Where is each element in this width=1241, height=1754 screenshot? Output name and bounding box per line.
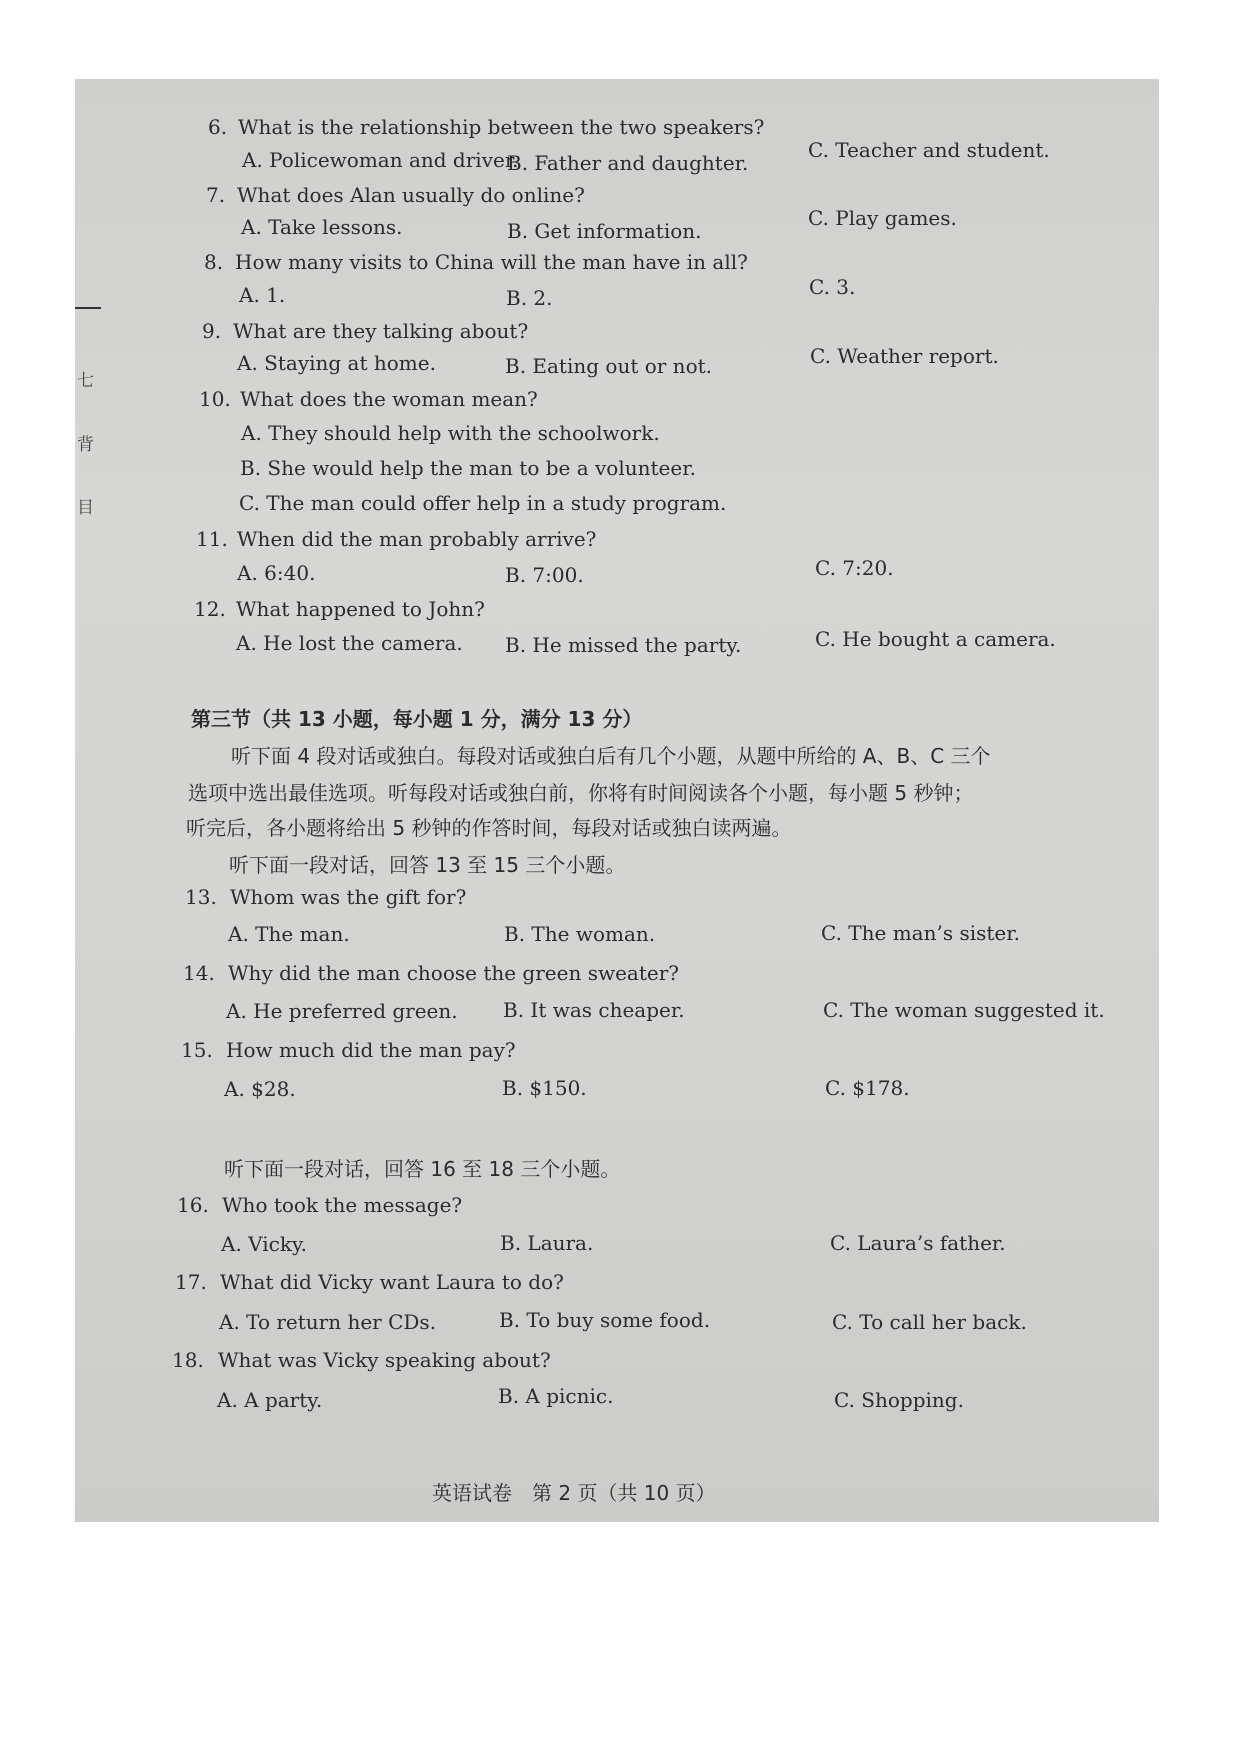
option-b: B. The woman. [504, 922, 656, 946]
option-b: B. $150. [502, 1076, 587, 1100]
question-number: 15. [181, 1038, 213, 1062]
binding-line [75, 307, 101, 309]
option-c: C. Shopping. [834, 1388, 964, 1412]
question-text: What is the relationship between the two speakers? [238, 115, 765, 139]
option-a: A. A party. [217, 1388, 323, 1412]
question-text: What was Vicky speaking about? [218, 1348, 551, 1372]
option-a: A. He lost the camera. [236, 631, 463, 655]
option-a: A. $28. [224, 1077, 296, 1101]
option-b: B. To buy some food. [499, 1308, 711, 1332]
instruction-line: 听完后，各小题将给出 5 秒钟的作答时间，每段对话或独白读两遍。 [186, 816, 792, 840]
section-heading: 第三节（共 13 小题，每小题 1 分，满分 13 分） [191, 707, 643, 731]
margin-mark: 七 [77, 371, 94, 391]
question-number: 13. [185, 885, 217, 909]
question-text: What does the woman mean? [240, 387, 538, 411]
question-text: Who took the message? [222, 1193, 463, 1217]
question-text: Why did the man choose the green sweater? [228, 961, 679, 985]
option-b: B. A picnic. [498, 1384, 614, 1408]
question-text: How many visits to China will the man have in all? [235, 250, 748, 274]
option-c: C. Teacher and student. [808, 138, 1050, 162]
question-number: 14. [183, 961, 215, 985]
question-text: What did Vicky want Laura to do? [220, 1270, 564, 1294]
question-text: How much did the man pay? [226, 1038, 516, 1062]
question-number: 6. [208, 115, 228, 139]
option-b: B. She would help the man to be a volunteer. [240, 456, 696, 480]
question-text: What are they talking about? [233, 319, 529, 343]
option-c: C. Laura’s father. [830, 1231, 1006, 1255]
option-a: A. The man. [228, 922, 350, 946]
option-b: B. Get information. [507, 219, 702, 243]
question-number: 17. [175, 1270, 207, 1294]
question-number: 12. [194, 597, 226, 621]
question-number: 11. [196, 527, 228, 551]
question-text: Whom was the gift for? [230, 885, 467, 909]
option-c: C. $178. [825, 1076, 910, 1100]
question-number: 9. [202, 319, 222, 343]
question-text: What happened to John? [236, 597, 485, 621]
option-a: A. Staying at home. [237, 351, 436, 375]
option-a: A. 1. [239, 283, 286, 307]
exam-page-photo [75, 79, 1159, 1522]
option-c: C. The man’s sister. [821, 921, 1020, 945]
option-c: C. The woman suggested it. [823, 998, 1105, 1022]
option-c: C. 3. [809, 275, 856, 299]
option-c: C. Play games. [808, 206, 957, 230]
instruction-line: 听下面 4 段对话或独白。每段对话或独白后有几个小题，从题中所给的 A、B、C 三个 [231, 744, 991, 768]
option-c: C. To call her back. [832, 1310, 1027, 1334]
option-b: B. It was cheaper. [503, 998, 685, 1022]
question-number: 10. [199, 387, 231, 411]
option-b: B. Laura. [500, 1231, 594, 1255]
page-footer: 英语试卷 第 2 页（共 10 页） [432, 1481, 716, 1505]
margin-mark: 背 [77, 435, 94, 455]
question-number: 18. [172, 1348, 204, 1372]
question-text: What does Alan usually do online? [237, 183, 585, 207]
option-a: A. He preferred green. [226, 999, 458, 1023]
option-a: A. Vicky. [221, 1232, 307, 1256]
option-b: B. 2. [506, 286, 553, 310]
option-a: A. 6:40. [237, 561, 316, 585]
option-c: C. Weather report. [810, 344, 999, 368]
option-b: B. He missed the party. [505, 633, 742, 657]
option-b: B. 7:00. [505, 563, 584, 587]
option-c: C. The man could offer help in a study program. [239, 491, 727, 515]
question-text: When did the man probably arrive? [237, 527, 597, 551]
question-number: 7. [206, 183, 226, 207]
option-b: B. Eating out or not. [505, 354, 713, 378]
dialog-intro: 听下面一段对话，回答 16 至 18 三个小题。 [224, 1157, 621, 1181]
option-c: C. 7:20. [815, 556, 894, 580]
question-number: 8. [204, 250, 224, 274]
margin-mark: 目 [77, 498, 94, 518]
question-number: 16. [177, 1193, 209, 1217]
instruction-line: 选项中选出最佳选项。听每段对话或独白前，你将有时间阅读各个小题，每小题 5 秒钟； [188, 781, 974, 805]
option-a: A. They should help with the schoolwork. [241, 421, 660, 445]
option-a: A. Take lessons. [241, 215, 403, 239]
dialog-intro: 听下面一段对话，回答 13 至 15 三个小题。 [229, 853, 626, 877]
option-a: A. To return her CDs. [219, 1310, 437, 1334]
option-a: A. Policewoman and driver. [242, 148, 519, 172]
option-c: C. He bought a camera. [815, 627, 1056, 651]
option-b: B. Father and daughter. [507, 151, 749, 175]
